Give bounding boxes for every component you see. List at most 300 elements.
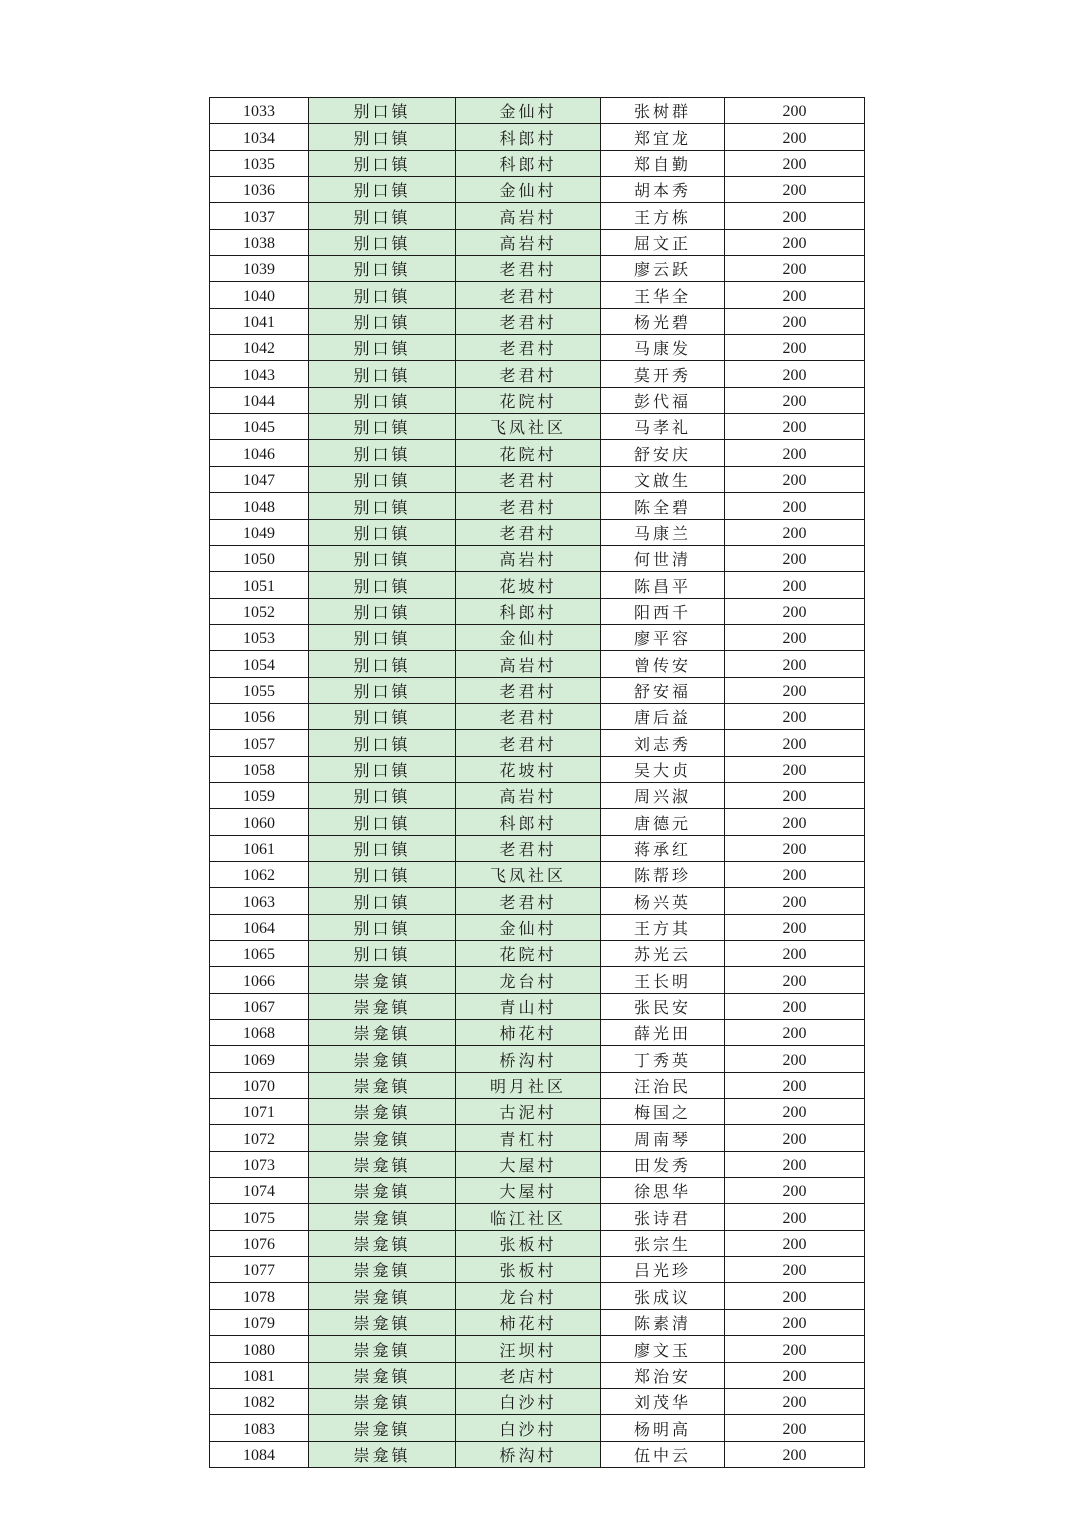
- town-cell: 崇龛镇: [309, 1362, 456, 1388]
- amount-cell: 200: [725, 1099, 865, 1125]
- serial-number-cell: 1035: [210, 150, 309, 176]
- table-row: [210, 914, 865, 940]
- amount-cell: 200: [725, 967, 865, 993]
- person-name-cell: 徐思华: [601, 1178, 725, 1204]
- serial-number-cell: 1066: [210, 967, 309, 993]
- person-name-cell: 屈文正: [601, 229, 725, 255]
- amount-cell: 200: [725, 466, 865, 492]
- village-cell: 柿花村: [456, 1309, 601, 1335]
- table-row: [210, 1362, 865, 1388]
- serial-number-cell: 1049: [210, 519, 309, 545]
- village-cell: 老君村: [456, 308, 601, 334]
- person-name-cell: 唐后益: [601, 703, 725, 729]
- serial-number-cell: 1078: [210, 1283, 309, 1309]
- table-row: [210, 756, 865, 782]
- table-row: [210, 677, 865, 703]
- village-cell: 桥沟村: [456, 1046, 601, 1072]
- person-name-cell: 周兴淑: [601, 782, 725, 808]
- serial-number-cell: 1084: [210, 1441, 309, 1467]
- person-name-cell: 陈全碧: [601, 493, 725, 519]
- town-cell: 崇龛镇: [309, 967, 456, 993]
- amount-cell: 200: [725, 493, 865, 519]
- amount-cell: 200: [725, 229, 865, 255]
- serial-number-cell: 1048: [210, 493, 309, 519]
- village-cell: 临江社区: [456, 1204, 601, 1230]
- serial-number-cell: 1047: [210, 466, 309, 492]
- town-cell: 崇龛镇: [309, 1415, 456, 1441]
- person-name-cell: 廖文玉: [601, 1336, 725, 1362]
- table-row: [210, 730, 865, 756]
- village-cell: 科郎村: [456, 598, 601, 624]
- table-row: [210, 1283, 865, 1309]
- village-cell: 张板村: [456, 1230, 601, 1256]
- village-cell: 老君村: [456, 282, 601, 308]
- table-row: [210, 835, 865, 861]
- person-name-cell: 陈昌平: [601, 572, 725, 598]
- serial-number-cell: 1034: [210, 124, 309, 150]
- person-name-cell: 唐德元: [601, 809, 725, 835]
- table-row: [210, 493, 865, 519]
- village-cell: 老君村: [456, 703, 601, 729]
- town-cell: 别口镇: [309, 150, 456, 176]
- town-cell: 别口镇: [309, 387, 456, 413]
- town-cell: 别口镇: [309, 361, 456, 387]
- serial-number-cell: 1057: [210, 730, 309, 756]
- table-row: [210, 256, 865, 282]
- person-name-cell: 何世清: [601, 545, 725, 571]
- amount-cell: 200: [725, 1309, 865, 1335]
- town-cell: 别口镇: [309, 888, 456, 914]
- town-cell: 别口镇: [309, 414, 456, 440]
- village-cell: 老君村: [456, 335, 601, 361]
- town-cell: 别口镇: [309, 229, 456, 255]
- amount-cell: 200: [725, 703, 865, 729]
- table-row: [210, 888, 865, 914]
- table-row: [210, 440, 865, 466]
- village-cell: 大屋村: [456, 1151, 601, 1177]
- village-cell: 高岩村: [456, 651, 601, 677]
- village-cell: 古泥村: [456, 1099, 601, 1125]
- town-cell: 别口镇: [309, 941, 456, 967]
- table-row: [210, 1125, 865, 1151]
- serial-number-cell: 1064: [210, 914, 309, 940]
- person-name-cell: 杨明高: [601, 1415, 725, 1441]
- amount-cell: 200: [725, 888, 865, 914]
- town-cell: 别口镇: [309, 730, 456, 756]
- town-cell: 崇龛镇: [309, 1283, 456, 1309]
- serial-number-cell: 1080: [210, 1336, 309, 1362]
- table-row: [210, 651, 865, 677]
- town-cell: 崇龛镇: [309, 1388, 456, 1414]
- person-name-cell: 薛光田: [601, 1020, 725, 1046]
- amount-cell: 200: [725, 1125, 865, 1151]
- town-cell: 别口镇: [309, 335, 456, 361]
- village-cell: 张板村: [456, 1257, 601, 1283]
- village-cell: 飞凤社区: [456, 414, 601, 440]
- serial-number-cell: 1079: [210, 1309, 309, 1335]
- amount-cell: 200: [725, 1388, 865, 1414]
- person-name-cell: 吴大贞: [601, 756, 725, 782]
- amount-cell: 200: [725, 730, 865, 756]
- table-row: [210, 967, 865, 993]
- serial-number-cell: 1063: [210, 888, 309, 914]
- town-cell: 别口镇: [309, 124, 456, 150]
- serial-number-cell: 1068: [210, 1020, 309, 1046]
- serial-number-cell: 1077: [210, 1257, 309, 1283]
- village-cell: 金仙村: [456, 177, 601, 203]
- roster-table: [209, 97, 865, 1468]
- person-name-cell: 刘志秀: [601, 730, 725, 756]
- amount-cell: 200: [725, 545, 865, 571]
- person-name-cell: 杨光碧: [601, 308, 725, 334]
- amount-cell: 200: [725, 150, 865, 176]
- amount-cell: 200: [725, 914, 865, 940]
- serial-number-cell: 1074: [210, 1178, 309, 1204]
- town-cell: 别口镇: [309, 756, 456, 782]
- person-name-cell: 廖平容: [601, 624, 725, 650]
- serial-number-cell: 1058: [210, 756, 309, 782]
- village-cell: 青山村: [456, 993, 601, 1019]
- person-name-cell: 苏光云: [601, 941, 725, 967]
- person-name-cell: 马康发: [601, 335, 725, 361]
- village-cell: 高岩村: [456, 782, 601, 808]
- amount-cell: 200: [725, 1072, 865, 1098]
- town-cell: 崇龛镇: [309, 1099, 456, 1125]
- person-name-cell: 田发秀: [601, 1151, 725, 1177]
- serial-number-cell: 1072: [210, 1125, 309, 1151]
- village-cell: 科郎村: [456, 809, 601, 835]
- village-cell: 龙台村: [456, 1283, 601, 1309]
- town-cell: 崇龛镇: [309, 1441, 456, 1467]
- town-cell: 崇龛镇: [309, 1336, 456, 1362]
- village-cell: 老店村: [456, 1362, 601, 1388]
- village-cell: 桥沟村: [456, 1441, 601, 1467]
- serial-number-cell: 1043: [210, 361, 309, 387]
- serial-number-cell: 1046: [210, 440, 309, 466]
- village-cell: 柿花村: [456, 1020, 601, 1046]
- person-name-cell: 舒安福: [601, 677, 725, 703]
- amount-cell: 200: [725, 98, 865, 124]
- amount-cell: 200: [725, 677, 865, 703]
- serial-number-cell: 1045: [210, 414, 309, 440]
- town-cell: 别口镇: [309, 677, 456, 703]
- serial-number-cell: 1050: [210, 545, 309, 571]
- table-row: [210, 203, 865, 229]
- person-name-cell: 陈素清: [601, 1309, 725, 1335]
- town-cell: 别口镇: [309, 282, 456, 308]
- table-row: [210, 1230, 865, 1256]
- serial-number-cell: 1036: [210, 177, 309, 203]
- person-name-cell: 王方其: [601, 914, 725, 940]
- village-cell: 老君村: [456, 493, 601, 519]
- person-name-cell: 吕光珍: [601, 1257, 725, 1283]
- serial-number-cell: 1037: [210, 203, 309, 229]
- table-row: [210, 414, 865, 440]
- town-cell: 崇龛镇: [309, 1204, 456, 1230]
- table-row: [210, 229, 865, 255]
- person-name-cell: 马康兰: [601, 519, 725, 545]
- village-cell: 花院村: [456, 440, 601, 466]
- person-name-cell: 郑治安: [601, 1362, 725, 1388]
- table-row: [210, 1151, 865, 1177]
- table-row: [210, 1020, 865, 1046]
- amount-cell: 200: [725, 124, 865, 150]
- town-cell: 崇龛镇: [309, 1178, 456, 1204]
- amount-cell: 200: [725, 1441, 865, 1467]
- table-row: [210, 1441, 865, 1467]
- person-name-cell: 张树群: [601, 98, 725, 124]
- amount-cell: 200: [725, 1230, 865, 1256]
- amount-cell: 200: [725, 756, 865, 782]
- amount-cell: 200: [725, 519, 865, 545]
- person-name-cell: 张诗君: [601, 1204, 725, 1230]
- person-name-cell: 王长明: [601, 967, 725, 993]
- table-row: [210, 519, 865, 545]
- town-cell: 别口镇: [309, 203, 456, 229]
- table-row: [210, 387, 865, 413]
- amount-cell: 200: [725, 1046, 865, 1072]
- town-cell: 别口镇: [309, 651, 456, 677]
- amount-cell: 200: [725, 1257, 865, 1283]
- town-cell: 崇龛镇: [309, 1020, 456, 1046]
- serial-number-cell: 1041: [210, 308, 309, 334]
- table-row: [210, 1415, 865, 1441]
- table-row: [210, 1046, 865, 1072]
- village-cell: 金仙村: [456, 914, 601, 940]
- village-cell: 花坡村: [456, 756, 601, 782]
- town-cell: 别口镇: [309, 572, 456, 598]
- town-cell: 别口镇: [309, 914, 456, 940]
- village-cell: 老君村: [456, 677, 601, 703]
- amount-cell: 200: [725, 1336, 865, 1362]
- village-cell: 科郎村: [456, 150, 601, 176]
- town-cell: 别口镇: [309, 782, 456, 808]
- amount-cell: 200: [725, 993, 865, 1019]
- town-cell: 别口镇: [309, 624, 456, 650]
- table-row: [210, 124, 865, 150]
- table-row: [210, 361, 865, 387]
- village-cell: 白沙村: [456, 1415, 601, 1441]
- roster-table-body: [210, 98, 865, 1468]
- table-row: [210, 941, 865, 967]
- village-cell: 老君村: [456, 730, 601, 756]
- village-cell: 花坡村: [456, 572, 601, 598]
- table-row: [210, 98, 865, 124]
- town-cell: 别口镇: [309, 308, 456, 334]
- amount-cell: 200: [725, 1415, 865, 1441]
- town-cell: 别口镇: [309, 809, 456, 835]
- serial-number-cell: 1038: [210, 229, 309, 255]
- table-row: [210, 1178, 865, 1204]
- village-cell: 花院村: [456, 387, 601, 413]
- person-name-cell: 舒安庆: [601, 440, 725, 466]
- amount-cell: 200: [725, 335, 865, 361]
- person-name-cell: 张民安: [601, 993, 725, 1019]
- serial-number-cell: 1062: [210, 861, 309, 887]
- amount-cell: 200: [725, 1204, 865, 1230]
- serial-number-cell: 1067: [210, 993, 309, 1019]
- town-cell: 别口镇: [309, 545, 456, 571]
- serial-number-cell: 1059: [210, 782, 309, 808]
- person-name-cell: 马孝礼: [601, 414, 725, 440]
- town-cell: 崇龛镇: [309, 1257, 456, 1283]
- serial-number-cell: 1069: [210, 1046, 309, 1072]
- amount-cell: 200: [725, 782, 865, 808]
- town-cell: 别口镇: [309, 598, 456, 624]
- person-name-cell: 郑宜龙: [601, 124, 725, 150]
- serial-number-cell: 1052: [210, 598, 309, 624]
- amount-cell: 200: [725, 361, 865, 387]
- amount-cell: 200: [725, 308, 865, 334]
- person-name-cell: 丁秀英: [601, 1046, 725, 1072]
- amount-cell: 200: [725, 651, 865, 677]
- amount-cell: 200: [725, 1362, 865, 1388]
- town-cell: 别口镇: [309, 466, 456, 492]
- serial-number-cell: 1040: [210, 282, 309, 308]
- village-cell: 老君村: [456, 256, 601, 282]
- serial-number-cell: 1054: [210, 651, 309, 677]
- village-cell: 花院村: [456, 941, 601, 967]
- village-cell: 老君村: [456, 519, 601, 545]
- village-cell: 白沙村: [456, 1388, 601, 1414]
- town-cell: 别口镇: [309, 703, 456, 729]
- amount-cell: 200: [725, 387, 865, 413]
- amount-cell: 200: [725, 941, 865, 967]
- village-cell: 高岩村: [456, 203, 601, 229]
- person-name-cell: 王方栋: [601, 203, 725, 229]
- village-cell: 老君村: [456, 361, 601, 387]
- serial-number-cell: 1060: [210, 809, 309, 835]
- person-name-cell: 王华全: [601, 282, 725, 308]
- person-name-cell: 杨兴英: [601, 888, 725, 914]
- town-cell: 别口镇: [309, 493, 456, 519]
- amount-cell: 200: [725, 1283, 865, 1309]
- table-row: [210, 572, 865, 598]
- amount-cell: 200: [725, 256, 865, 282]
- table-row: [210, 1072, 865, 1098]
- village-cell: 科郎村: [456, 124, 601, 150]
- serial-number-cell: 1076: [210, 1230, 309, 1256]
- table-row: [210, 335, 865, 361]
- village-cell: 金仙村: [456, 98, 601, 124]
- serial-number-cell: 1065: [210, 941, 309, 967]
- serial-number-cell: 1042: [210, 335, 309, 361]
- serial-number-cell: 1075: [210, 1204, 309, 1230]
- serial-number-cell: 1082: [210, 1388, 309, 1414]
- table-row: [210, 1257, 865, 1283]
- serial-number-cell: 1070: [210, 1072, 309, 1098]
- table-row: [210, 282, 865, 308]
- person-name-cell: 伍中云: [601, 1441, 725, 1467]
- amount-cell: 200: [725, 1178, 865, 1204]
- table-row: [210, 598, 865, 624]
- village-cell: 大屋村: [456, 1178, 601, 1204]
- table-row: [210, 993, 865, 1019]
- village-cell: 高岩村: [456, 229, 601, 255]
- person-name-cell: 梅国之: [601, 1099, 725, 1125]
- town-cell: 别口镇: [309, 98, 456, 124]
- table-row: [210, 861, 865, 887]
- person-name-cell: 彭代福: [601, 387, 725, 413]
- village-cell: 金仙村: [456, 624, 601, 650]
- table-row: [210, 1309, 865, 1335]
- town-cell: 别口镇: [309, 177, 456, 203]
- table-row: [210, 150, 865, 176]
- serial-number-cell: 1073: [210, 1151, 309, 1177]
- village-cell: 龙台村: [456, 967, 601, 993]
- serial-number-cell: 1033: [210, 98, 309, 124]
- village-cell: 老君村: [456, 835, 601, 861]
- person-name-cell: 胡本秀: [601, 177, 725, 203]
- amount-cell: 200: [725, 598, 865, 624]
- table-row: [210, 308, 865, 334]
- person-name-cell: 阳西千: [601, 598, 725, 624]
- town-cell: 别口镇: [309, 256, 456, 282]
- person-name-cell: 莫开秀: [601, 361, 725, 387]
- village-cell: 明月社区: [456, 1072, 601, 1098]
- amount-cell: 200: [725, 282, 865, 308]
- serial-number-cell: 1053: [210, 624, 309, 650]
- town-cell: 崇龛镇: [309, 1046, 456, 1072]
- serial-number-cell: 1055: [210, 677, 309, 703]
- village-cell: 老君村: [456, 466, 601, 492]
- town-cell: 崇龛镇: [309, 1151, 456, 1177]
- person-name-cell: 文啟生: [601, 466, 725, 492]
- table-row: [210, 1204, 865, 1230]
- person-name-cell: 汪治民: [601, 1072, 725, 1098]
- table-row: [210, 624, 865, 650]
- person-name-cell: 郑自勤: [601, 150, 725, 176]
- table-row: [210, 545, 865, 571]
- village-cell: 高岩村: [456, 545, 601, 571]
- amount-cell: 200: [725, 624, 865, 650]
- serial-number-cell: 1044: [210, 387, 309, 413]
- person-name-cell: 廖云跃: [601, 256, 725, 282]
- town-cell: 别口镇: [309, 835, 456, 861]
- serial-number-cell: 1051: [210, 572, 309, 598]
- serial-number-cell: 1061: [210, 835, 309, 861]
- table-row: [210, 809, 865, 835]
- table-row: [210, 466, 865, 492]
- town-cell: 别口镇: [309, 519, 456, 545]
- town-cell: 崇龛镇: [309, 1072, 456, 1098]
- person-name-cell: 张宗生: [601, 1230, 725, 1256]
- serial-number-cell: 1071: [210, 1099, 309, 1125]
- amount-cell: 200: [725, 177, 865, 203]
- town-cell: 别口镇: [309, 440, 456, 466]
- table-row: [210, 782, 865, 808]
- person-name-cell: 陈帮珍: [601, 861, 725, 887]
- person-name-cell: 曾传安: [601, 651, 725, 677]
- table-row: [210, 177, 865, 203]
- village-cell: 老君村: [456, 888, 601, 914]
- amount-cell: 200: [725, 572, 865, 598]
- amount-cell: 200: [725, 809, 865, 835]
- village-cell: 青杠村: [456, 1125, 601, 1151]
- person-name-cell: 周南琴: [601, 1125, 725, 1151]
- village-cell: 飞凤社区: [456, 861, 601, 887]
- amount-cell: 200: [725, 1151, 865, 1177]
- town-cell: 崇龛镇: [309, 1230, 456, 1256]
- table-row: [210, 1388, 865, 1414]
- town-cell: 崇龛镇: [309, 993, 456, 1019]
- table-row: [210, 1099, 865, 1125]
- amount-cell: 200: [725, 440, 865, 466]
- table-row: [210, 1336, 865, 1362]
- person-name-cell: 张成议: [601, 1283, 725, 1309]
- serial-number-cell: 1039: [210, 256, 309, 282]
- table-row: [210, 703, 865, 729]
